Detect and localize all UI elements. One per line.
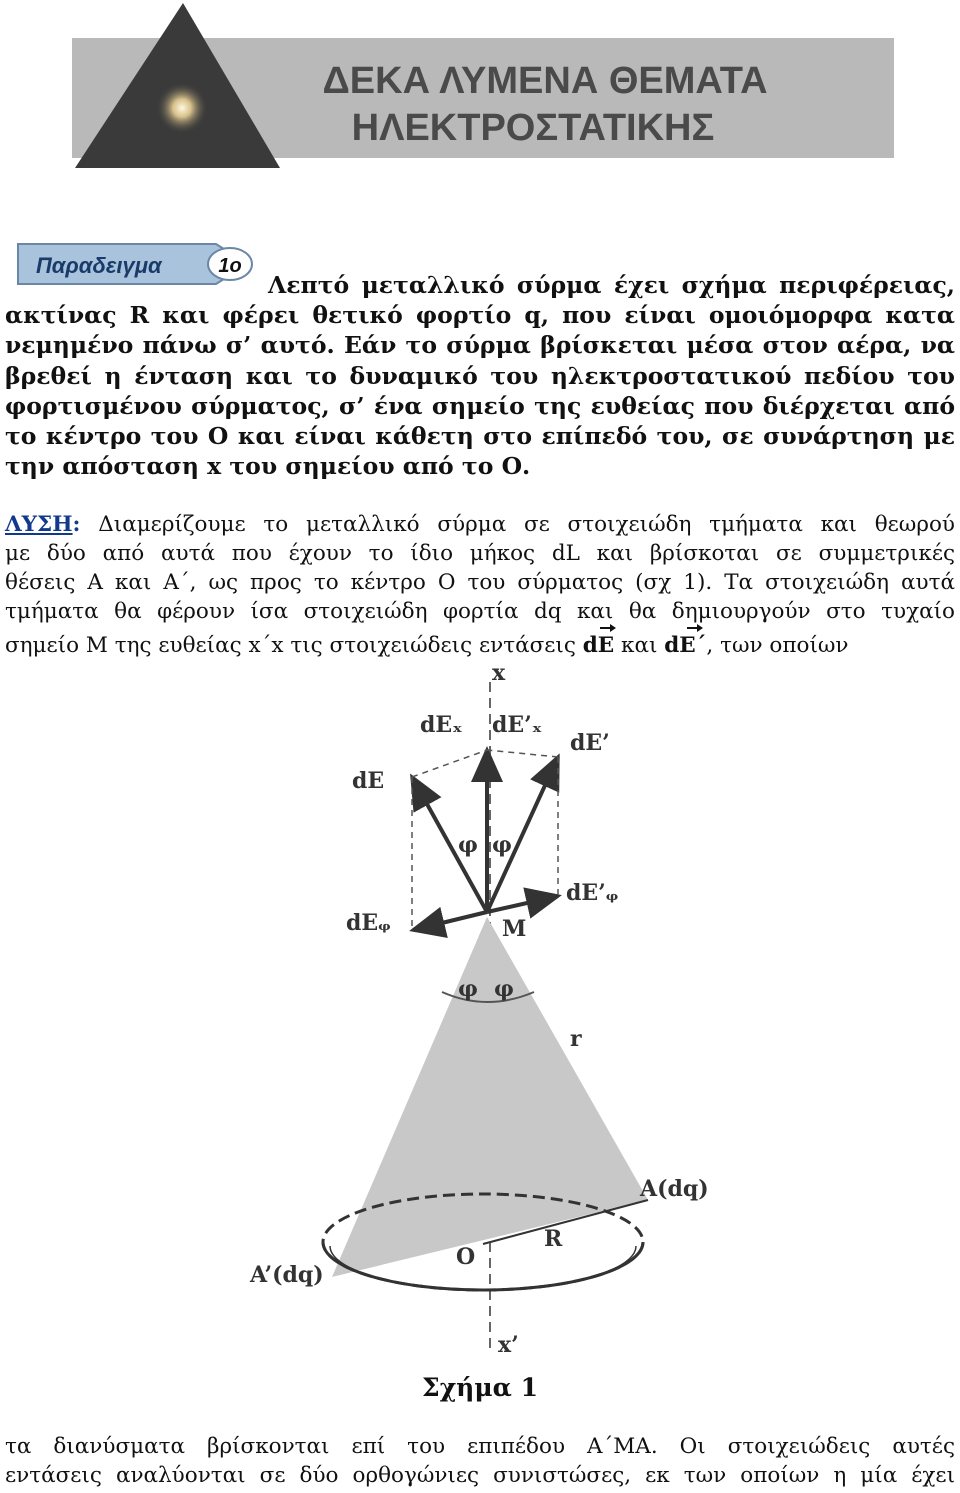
label-R: R [544,1226,563,1252]
problem-line-2: ακτίνας R και φέρει θετικό φορτίο q, που είναι ομοιόμορφα κατα [5,301,955,329]
solution-line-5-a: σημείο Μ της ευθείας x΄x τις στοιχειώδεις εντάσεις [5,633,576,658]
problem-line-3: νεμημένο πάνω σ’ αυτό. Εάν το σύρμα βρίσκεται μέσα στον αέρα, να [5,331,955,359]
vector-dEy-arrow [413,912,487,930]
label-dEx: dEₓ [420,712,463,738]
cone [332,917,648,1277]
figure-caption: Σχήμα 1 [422,1373,538,1402]
solution-line-5-c: , των οποίων [706,633,849,658]
label-dEx-prime: dE’ₓ [492,712,543,738]
banner-title-line1: ΔΕΚΑ ΛΥΜΕΝΑ ΘΕΜΑΤΑ [322,60,768,102]
solution-line-4: τμήματα θα φέρουν ίσα στοιχειώδη φορτία dq και θα δημιουργούν στο τυχαίο [5,599,955,624]
vector-dE: dE [582,633,615,658]
label-O: O [456,1244,476,1270]
solution-line-3: θέσεις Α και Α΄, ως προς το κέντρο Ο του σύρματος (σχ 1). Τα στοιχειώδη αυτά [5,570,955,595]
solution-line-1-text: Διαμερίζουμε το μεταλλικό σύρμα σε στοιχειώδη τμήματα και θεωρού [98,512,955,537]
label-phi-lower-left: φ [458,976,478,1002]
vector-dEy-prime-arrow [487,896,558,912]
label-x-bottom: x’ [498,1332,519,1358]
label-x-top: x [492,662,506,686]
problem-line-5: φορτισμένου σύρματος, σ’ ένα σημείο της ευθείας που διέρχεται από [5,392,955,420]
label-dEy-prime: dE’ᵩ [566,880,619,906]
banner-title-line2: ΗΛΕΚΤΡΟΣΤΑΤΙΚΗΣ [351,107,715,149]
vector-dE-prime: dE΄ [664,633,707,658]
label-A-prime: A’(dq) [250,1262,324,1288]
projection-dash [412,750,487,777]
figure-1 [230,662,730,1372]
label-phi-right: φ [492,832,512,858]
label-dE-prime: dE’ [570,730,610,756]
problem-line-1: Λεπτό μεταλλικό σύρμα έχει σχήμα περιφέρειας, [268,271,955,299]
after-line-1: τα διανύσματα βρίσκονται επί του επιπέδου Α΄ΜΑ. Οι στοιχειώδεις αυτές [5,1434,955,1459]
label-M: M [502,916,527,942]
header-banner [0,0,960,200]
label-dEy: dEᵩ [346,910,391,936]
projection-dash [487,750,558,757]
solution-line-1 [5,510,955,539]
label-phi-lower-right: φ [494,976,514,1002]
problem-line-6: το κέντρο του Ο και είναι κάθετη στο επίπεδό του, σε συνάρτηση με [5,422,955,450]
solution-line-5-b: και [621,633,658,658]
example-badge [16,238,264,290]
label-phi-left: φ [458,832,478,858]
label-r: r [570,1026,582,1052]
solution-label: ΛΥΣΗ: [5,512,81,537]
solution-line-2: με δύο από αυτά που έχουν το ίδιο μήκος dL και βρίσκοται σε συμμετρικές [5,541,955,566]
badge-number: 1ο [218,255,242,277]
galaxy-icon [156,82,208,134]
problem-line-7: την απόσταση x του σημείου από το Ο. [5,452,531,480]
badge-label: Παραδειγμα [36,253,162,278]
label-dE: dE [352,768,385,794]
after-line-2: εντάσεις αναλύονται σε δύο ορθογώνιες συνιστώσες, εκ των οποίων η μία έχει [5,1463,955,1488]
problem-line-4: βρεθεί η ένταση και το δυναμικό του ηλεκτροστατικού πεδίου του [5,362,955,390]
label-A: A(dq) [640,1176,709,1202]
solution-line-5 [5,631,955,660]
